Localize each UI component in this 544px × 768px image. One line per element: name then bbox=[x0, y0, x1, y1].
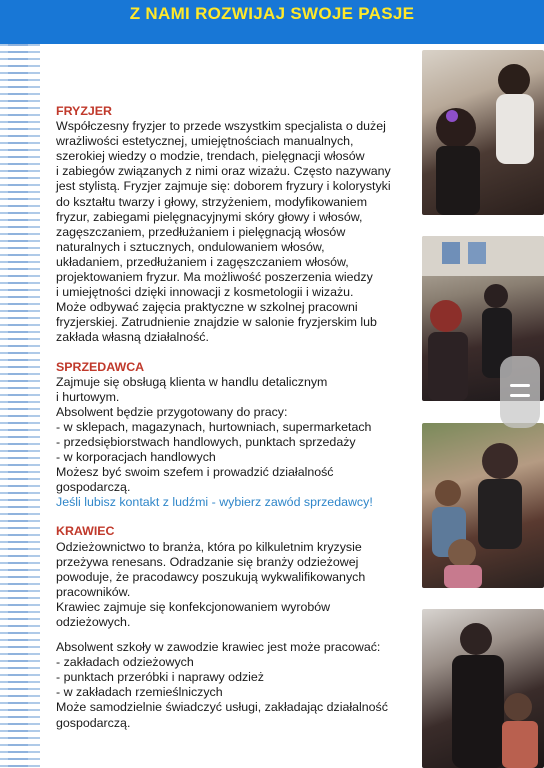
text-line: do kształtu twarzy i głowy, strzyżeniem, modyfikowaniem bbox=[56, 194, 368, 209]
classroom-photo-art bbox=[422, 423, 544, 588]
hairdresser-photo-art bbox=[422, 50, 544, 215]
text-line: - przedsiębiorstwach handlowych, punktach sprzedaży bbox=[56, 434, 356, 449]
text-line: - zakładach odzieżowych bbox=[56, 655, 194, 670]
text-line: zagęszczaniem, przedłużaniem i pielęgnacją włosów bbox=[56, 224, 346, 239]
sprzedawca-text bbox=[56, 375, 421, 511]
hairdresser-photo bbox=[422, 50, 544, 215]
spacer bbox=[56, 630, 421, 640]
text-line: Odzieżownictwo to branża, która po kilkuletnim kryzysie bbox=[56, 539, 362, 554]
text-line: Krawiec zajmuje się konfekcjonowaniem wyrobów bbox=[56, 599, 331, 614]
handle-grip-line bbox=[510, 394, 530, 397]
section-title-sprzedawca: SPRZEDAWCA bbox=[56, 359, 145, 374]
text-line: projektowaniem fryzur. Ma możliwość poszerzenia wiedzy bbox=[56, 270, 373, 285]
text-line: wrażliwości estetycznej, umiejętnościach manualnych, bbox=[56, 134, 354, 149]
text-line: pracowników. bbox=[56, 584, 131, 599]
text-line: układaniem, przedłużaniem i zagęszczaniem włosów, bbox=[56, 254, 349, 269]
decorative-stripes-inner bbox=[8, 44, 28, 768]
tailoring-photo bbox=[422, 609, 544, 768]
text-line: - w sklepach, magazynach, hurtowniach, supermarketach bbox=[56, 419, 372, 434]
text-line: szerokiej wiedzy o modzie, trendach, pielęgnacji włosów bbox=[56, 149, 365, 164]
text-line: i hurtowym. bbox=[56, 389, 120, 404]
main-content bbox=[56, 104, 421, 731]
section-title-fryzjer: FRYZJER bbox=[56, 104, 112, 118]
section-title-krawiec: KRAWIEC bbox=[56, 524, 115, 539]
text-line: Współczesny fryzjer to przede wszystkim specjalista o dużej bbox=[56, 119, 386, 134]
header-banner bbox=[0, 0, 544, 44]
page-title: Z NAMI ROZWIJAJ SWOJE PASJE bbox=[129, 4, 415, 23]
sprzedawca-highlight: Jeśli lubisz kontakt z ludźmi - wybierz zawód sprzedawcy! bbox=[56, 495, 373, 510]
text-line: fryzjerskiej. Zatrudnienie znajdzie w salonie fryzjerskim lub bbox=[56, 315, 377, 330]
text-line: gospodarczą. bbox=[56, 715, 131, 730]
handle-grip-line bbox=[510, 384, 530, 387]
tailoring-photo-art bbox=[422, 609, 544, 768]
scroll-handle[interactable] bbox=[500, 356, 540, 428]
text-line: jest stylistą. Fryzjer zajmuje się: doborem fryzury i kolorystyki bbox=[56, 179, 391, 194]
spacer bbox=[56, 346, 421, 360]
text-line: Absolwent szkoły w zawodzie krawiec jest może pracować: bbox=[56, 640, 381, 655]
text-line: powoduje, że pracodawcy poszukują wykwalifikowanych bbox=[56, 569, 366, 584]
text-line: - w korporacjach handlowych bbox=[56, 450, 216, 465]
text-line: Może samodzielnie świadczyć usługi, zakładając działalność bbox=[56, 700, 388, 715]
spacer bbox=[56, 510, 421, 524]
text-line: i umiejętności dzięki innowacji z kosmetologii i wizażu. bbox=[56, 285, 354, 300]
text-line: gospodarczą. bbox=[56, 480, 131, 495]
text-line: - w zakładach rzemieślniczych bbox=[56, 685, 223, 700]
text-line: naturalnych i sztucznych, ondulowaniem włosów, bbox=[56, 239, 325, 254]
classroom-photo bbox=[422, 423, 544, 588]
text-line: - punktach przeróbki i naprawy odzież bbox=[56, 670, 264, 685]
text-line: i zabiegów związanych z nimi oraz wizażu. Często nazywany bbox=[56, 164, 391, 179]
text-line: przeżywa renesans. Odradzanie się branży odzieżowej bbox=[56, 554, 359, 569]
krawiec-text bbox=[56, 540, 421, 731]
text-line: zakłada własną działalność. bbox=[56, 330, 209, 345]
text-line: odzieżowych. bbox=[56, 615, 131, 629]
text-line: Możesz być swoim szefem i prowadzić działalność bbox=[56, 465, 334, 480]
text-line: Zajmuje się obsługą klienta w handlu detalicznym bbox=[56, 374, 328, 389]
fryzjer-text bbox=[56, 119, 421, 345]
text-line: fryzur, zabiegami pielęgnacyjnymi skóry głowy i włosów, bbox=[56, 209, 363, 224]
text-line: Może odbywać zajęcia praktyczne w szkolnej pracowni bbox=[56, 300, 358, 315]
text-line: Absolwent będzie przygotowany do pracy: bbox=[56, 404, 288, 419]
